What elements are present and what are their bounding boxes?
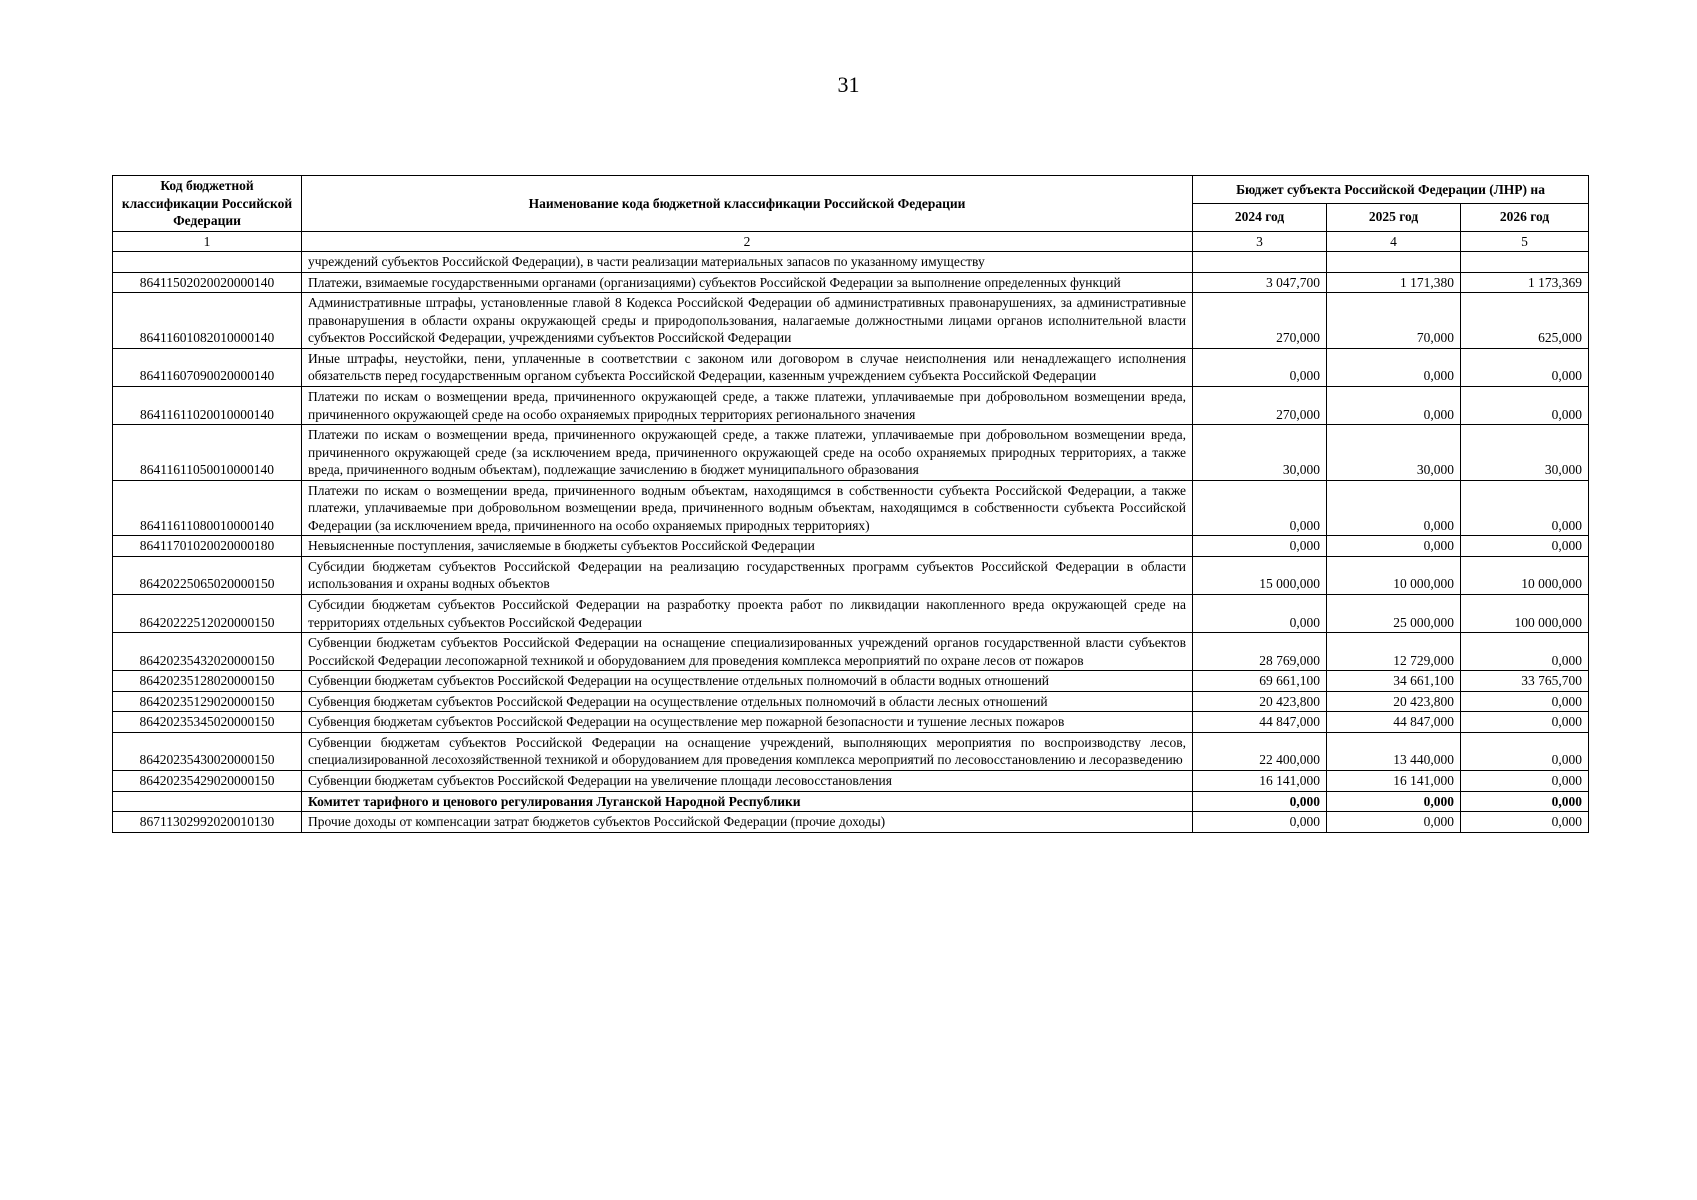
value-2024-cell: 30,000 [1193,425,1327,481]
budget-code-cell [113,252,302,273]
value-2026-cell: 0,000 [1461,387,1589,425]
value-2025-cell: 70,000 [1327,293,1461,349]
value-2024-cell: 20 423,800 [1193,691,1327,712]
value-2026-cell: 0,000 [1461,348,1589,386]
table-row [113,671,1589,692]
budget-name-cell: Субсидии бюджетам субъектов Российской Федерации на разработку проекта работ по ликвидации накопленного вреда окружающей среде на территориях отдельных субъектов Российской Федерации [302,595,1193,633]
value-2026-cell: 0,000 [1461,812,1589,833]
budget-name-cell: Платежи по искам о возмещении вреда, причиненного водным объектам, находящимся в собственности субъекта Российской Федерации, а также платежи, уплачиваемые при добровольном возмещении вреда, причиненного водным объектам, находящимся в собственности субъекта Российской Федерации (за исключением вреда, причиненного на особо охраняемых природных территориях) [302,480,1193,536]
value-2024-cell: 3 047,700 [1193,272,1327,293]
budget-code-cell: 86411611020010000140 [113,387,302,425]
budget-name-cell: Прочие доходы от компенсации затрат бюджетов субъектов Российской Федерации (прочие доходы) [302,812,1193,833]
value-2026-cell: 0,000 [1461,480,1589,536]
value-2024-cell: 22 400,000 [1193,732,1327,770]
column-index-row [113,231,1589,252]
budget-name-cell: Субвенции бюджетам субъектов Российской Федерации на осуществление отдельных полномочий в области водных отношений [302,671,1193,692]
value-2026-cell: 625,000 [1461,293,1589,349]
value-2025-cell: 1 171,380 [1327,272,1461,293]
value-2026-cell: 0,000 [1461,633,1589,671]
budget-name-cell: Платежи, взимаемые государственными органами (организациями) субъектов Российской Федерации за выполнение определенных функций [302,272,1193,293]
header-name: Наименование кода бюджетной классификации Российской Федерации [302,176,1193,232]
value-2024-cell: 0,000 [1193,595,1327,633]
value-2026-cell: 0,000 [1461,536,1589,557]
column-index: 3 [1193,231,1327,252]
budget-code-cell: 86420222512020000150 [113,595,302,633]
budget-name-cell: Административные штрафы, установленные главой 8 Кодекса Российской Федерации об административных правонарушениях, за административные правонарушения в области охраны окружающей среды и природопользования, налагаемые должностными лицами органов исполнительной власти субъектов Российской Федерации, учреждениями субъектов Российской Федерации [302,293,1193,349]
budget-code-cell: 86411502020020000140 [113,272,302,293]
value-2024-cell: 0,000 [1193,536,1327,557]
budget-code-cell: 86420235129020000150 [113,691,302,712]
budget-code-cell: 86420235432020000150 [113,633,302,671]
budget-name-cell: учреждений субъектов Российской Федерации), в части реализации материальных запасов по указанному имуществу [302,252,1193,273]
table-row [113,252,1589,273]
value-2025-cell: 30,000 [1327,425,1461,481]
value-2025-cell: 0,000 [1327,791,1461,812]
budget-name-cell: Платежи по искам о возмещении вреда, причиненного окружающей среде, а также платежи, уплачиваемые при добровольном возмещении вреда, причиненного окружающей среде (за исключением вреда, причиненного окружающей среде на особо охраняемых природных территориях, а также вреда, причиненного водным объектам), подлежащие зачислению в бюджет муниципального образования [302,425,1193,481]
column-index: 1 [113,231,302,252]
value-2025-cell [1327,252,1461,273]
value-2024-cell [1193,252,1327,273]
table-body [113,252,1589,832]
value-2026-cell: 0,000 [1461,732,1589,770]
column-index: 2 [302,231,1193,252]
value-2025-cell: 16 141,000 [1327,770,1461,791]
value-2024-cell: 270,000 [1193,293,1327,349]
table-row [113,691,1589,712]
value-2024-cell: 0,000 [1193,480,1327,536]
table-row [113,425,1589,481]
budget-code-cell: 86411607090020000140 [113,348,302,386]
budget-code-cell: 86420235128020000150 [113,671,302,692]
page-number: 31 [837,72,860,97]
value-2024-cell: 16 141,000 [1193,770,1327,791]
budget-name-cell: Невыясненные поступления, зачисляемые в бюджеты субъектов Российской Федерации [302,536,1193,557]
value-2026-cell: 10 000,000 [1461,556,1589,594]
header-year-2024: 2024 год [1193,203,1327,231]
value-2025-cell: 0,000 [1327,387,1461,425]
budget-name-cell: Субсидии бюджетам субъектов Российской Федерации на реализацию государственных программ субъектов Российской Федерации в области использования и охраны водных объектов [302,556,1193,594]
table-row [113,536,1589,557]
table-row [113,480,1589,536]
table-row [113,272,1589,293]
budget-code-cell: 86420235430020000150 [113,732,302,770]
budget-code-cell [113,791,302,812]
budget-name-cell: Иные штрафы, неустойки, пени, уплаченные в соответствии с законом или договором в случае неисполнения или ненадлежащего исполнения обязательств перед государственным органом субъекта Российской Федерации, казенным учреждением субъекта Российской Федерации [302,348,1193,386]
table-row [113,293,1589,349]
budget-code-cell: 86411601082010000140 [113,293,302,349]
value-2025-cell: 44 847,000 [1327,712,1461,733]
value-2025-cell: 10 000,000 [1327,556,1461,594]
value-2025-cell: 0,000 [1327,348,1461,386]
value-2026-cell: 1 173,369 [1461,272,1589,293]
value-2024-cell: 270,000 [1193,387,1327,425]
table-row [113,348,1589,386]
value-2026-cell: 0,000 [1461,691,1589,712]
budget-name-cell: Субвенции бюджетам субъектов Российской Федерации на оснащение специализированных учреждений органов государственной власти субъектов Российской Федерации лесопожарной техникой и оборудованием для проведения комплекса мероприятий по охране лесов от пожаров [302,633,1193,671]
value-2024-cell: 0,000 [1193,791,1327,812]
section-row [113,791,1589,812]
budget-name-cell: Субвенции бюджетам субъектов Российской Федерации на увеличение площади лесовосстановления [302,770,1193,791]
value-2025-cell: 25 000,000 [1327,595,1461,633]
header-year-2026: 2026 год [1461,203,1589,231]
table-row [113,633,1589,671]
value-2024-cell: 44 847,000 [1193,712,1327,733]
table-row [113,595,1589,633]
table-row [113,812,1589,833]
table-row [113,556,1589,594]
header-code: Код бюджетной классификации Российской Федерации [113,176,302,232]
header-year-2025: 2025 год [1327,203,1461,231]
budget-code-cell: 86420225065020000150 [113,556,302,594]
budget-name-cell: Субвенция бюджетам субъектов Российской Федерации на осуществление мер пожарной безопасности и тушение лесных пожаров [302,712,1193,733]
table-row [113,732,1589,770]
budget-table [112,175,1589,833]
header-budget: Бюджет субъекта Российской Федерации (ЛНР) на [1193,176,1589,204]
value-2025-cell: 0,000 [1327,536,1461,557]
value-2025-cell: 0,000 [1327,480,1461,536]
budget-name-cell: Субвенции бюджетам субъектов Российской Федерации на оснащение учреждений, выполняющих мероприятия по воспроизводству лесов, специализированной лесохозяйственной техникой и оборудованием для проведения комплекса мероприятий по лесовосстановлению и лесоразведению [302,732,1193,770]
value-2026-cell [1461,252,1589,273]
table-row [113,387,1589,425]
value-2025-cell: 0,000 [1327,812,1461,833]
budget-code-cell: 86411701020020000180 [113,536,302,557]
value-2025-cell: 13 440,000 [1327,732,1461,770]
value-2026-cell: 0,000 [1461,791,1589,812]
value-2024-cell: 69 661,100 [1193,671,1327,692]
column-index: 5 [1461,231,1589,252]
budget-code-cell: 86420235345020000150 [113,712,302,733]
value-2026-cell: 0,000 [1461,770,1589,791]
budget-code-cell: 86411611080010000140 [113,480,302,536]
budget-code-cell: 86411611050010000140 [113,425,302,481]
table-row [113,712,1589,733]
value-2024-cell: 28 769,000 [1193,633,1327,671]
budget-name-cell: Субвенция бюджетам субъектов Российской Федерации на осуществление отдельных полномочий в области лесных отношений [302,691,1193,712]
value-2026-cell: 0,000 [1461,712,1589,733]
value-2025-cell: 20 423,800 [1327,691,1461,712]
value-2026-cell: 100 000,000 [1461,595,1589,633]
value-2025-cell: 34 661,100 [1327,671,1461,692]
value-2026-cell: 30,000 [1461,425,1589,481]
value-2024-cell: 0,000 [1193,348,1327,386]
budget-name-cell: Платежи по искам о возмещении вреда, причиненного окружающей среде, а также платежи, уплачиваемые при добровольном возмещении вреда, причиненного окружающей среде на особо охраняемых природных территориях регионального значения [302,387,1193,425]
column-index: 4 [1327,231,1461,252]
budget-code-cell: 86711302992020010130 [113,812,302,833]
value-2024-cell: 0,000 [1193,812,1327,833]
budget-code-cell: 86420235429020000150 [113,770,302,791]
value-2026-cell: 33 765,700 [1461,671,1589,692]
table-row [113,770,1589,791]
budget-name-cell: Комитет тарифного и ценового регулирования Луганской Народной Республики [302,791,1193,812]
value-2025-cell: 12 729,000 [1327,633,1461,671]
value-2024-cell: 15 000,000 [1193,556,1327,594]
